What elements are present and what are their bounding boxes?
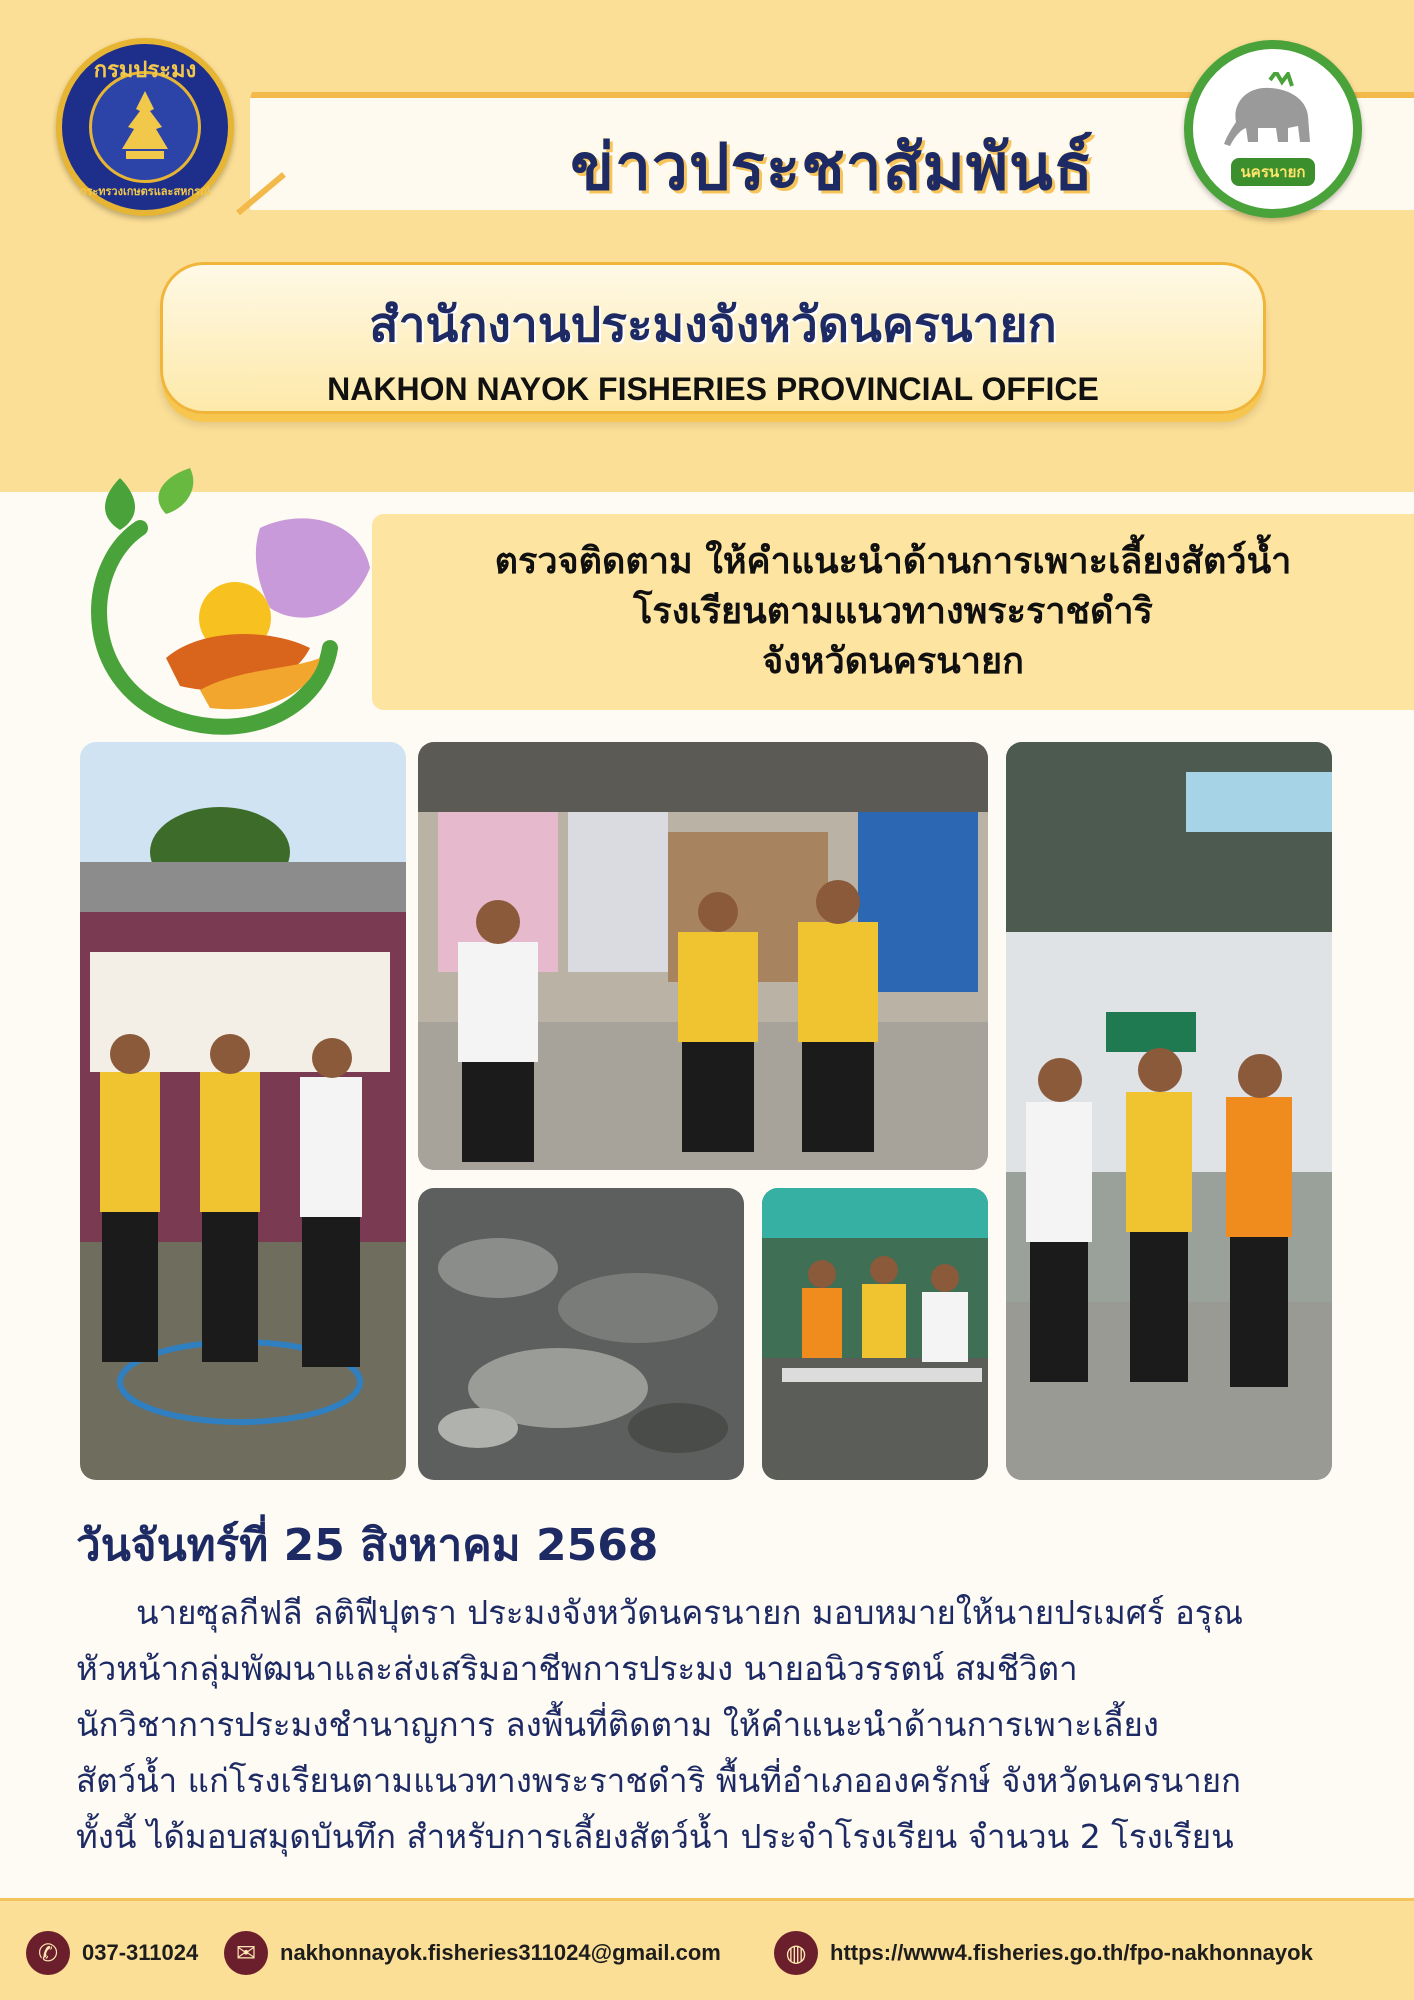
topic-line-2: โรงเรียนตามแนวทางพระราชดำริ bbox=[633, 591, 1153, 632]
article-line-5: ทั้งนี้ ได้มอบสมุดบันทึก สำหรับการเลี้ยงสัตว์น้ำ ประจำโรงเรียน จำนวน 2 โรงเรียน bbox=[76, 1817, 1234, 1856]
phone-icon: ✆ bbox=[26, 1931, 70, 1975]
photo-fish-in-tank bbox=[418, 1188, 744, 1480]
emblem-icon bbox=[89, 71, 201, 183]
logo-subtext: กระทรวงเกษตรและสหกรณ์ bbox=[79, 185, 211, 198]
office-name-thai: สำนักงานประมงจังหวัดนครนายก bbox=[369, 297, 1057, 353]
elephant-icon bbox=[1218, 72, 1328, 152]
office-name-plate bbox=[160, 262, 1266, 414]
office-name-english: NAKHON NAYOK FISHERIES PROVINCIAL OFFICE bbox=[327, 371, 1099, 407]
article-line-3: นักวิชาการประมงชำนาญการ ลงพื้นที่ติดตาม ให้คำแนะนำด้านการเพาะเลี้ยง bbox=[76, 1705, 1159, 1744]
photo-officials-with-signboard bbox=[80, 742, 406, 1480]
article-line-1: นายซุลกีฟลี ลติฟีปุตรา ประมงจังหวัดนครนายก มอบหมายให้นายปรเมศร์ อรุณ bbox=[136, 1593, 1244, 1632]
mail-icon: ✉ bbox=[224, 1931, 268, 1975]
email-link[interactable]: nakhonnayok.fisheries311024@gmail.com bbox=[280, 1940, 721, 1965]
province-name: นครนายก bbox=[1231, 158, 1316, 186]
article-date: วันจันทร์ที่ 25 สิงหาคม 2568 bbox=[76, 1520, 659, 1571]
article-line-2: หัวหน้ากลุ่มพัฒนาและส่งเสริมอาชีพการประมง นายอนิวรรตน์ สมชีวิตา bbox=[76, 1649, 1078, 1688]
article-line-4: สัตว์น้ำ แก่โรงเรียนตามแนวทางพระราชดำริ พื้นที่อำเภอองครักษ์ จังหวัดนครนายก bbox=[76, 1761, 1242, 1800]
website-link[interactable]: https://www4.fisheries.go.th/fpo-nakhonnayok bbox=[830, 1940, 1313, 1965]
footer-contact-bar bbox=[0, 1898, 1414, 2000]
globe-icon: ◍ bbox=[774, 1931, 818, 1975]
article-body bbox=[76, 1585, 1336, 1865]
topic-line-1: ตรวจติดตาม ให้คำแนะนำด้านการเพาะเลี้ยงสัตว์น้ำ bbox=[494, 541, 1292, 582]
photo-fish-pond-inspection bbox=[762, 1188, 988, 1480]
school-project-logo bbox=[70, 458, 370, 738]
footer-email bbox=[224, 1931, 721, 1975]
department-of-fisheries-logo bbox=[56, 38, 234, 216]
footer-phone bbox=[26, 1931, 198, 1975]
photo-handing-booklet bbox=[1006, 742, 1332, 1480]
topic-line-3: จังหวัดนครนายก bbox=[762, 641, 1024, 682]
logo-text: กรมประมง bbox=[93, 58, 197, 83]
page-title: ข่าวประชาสัมพันธ์ bbox=[570, 131, 1094, 205]
photo-officials-reading bbox=[418, 742, 988, 1170]
topic-heading bbox=[372, 514, 1414, 710]
footer-website bbox=[774, 1931, 1313, 1975]
nakhon-nayok-province-logo bbox=[1184, 40, 1362, 218]
phone-number[interactable]: 037-311024 bbox=[82, 1940, 199, 1965]
